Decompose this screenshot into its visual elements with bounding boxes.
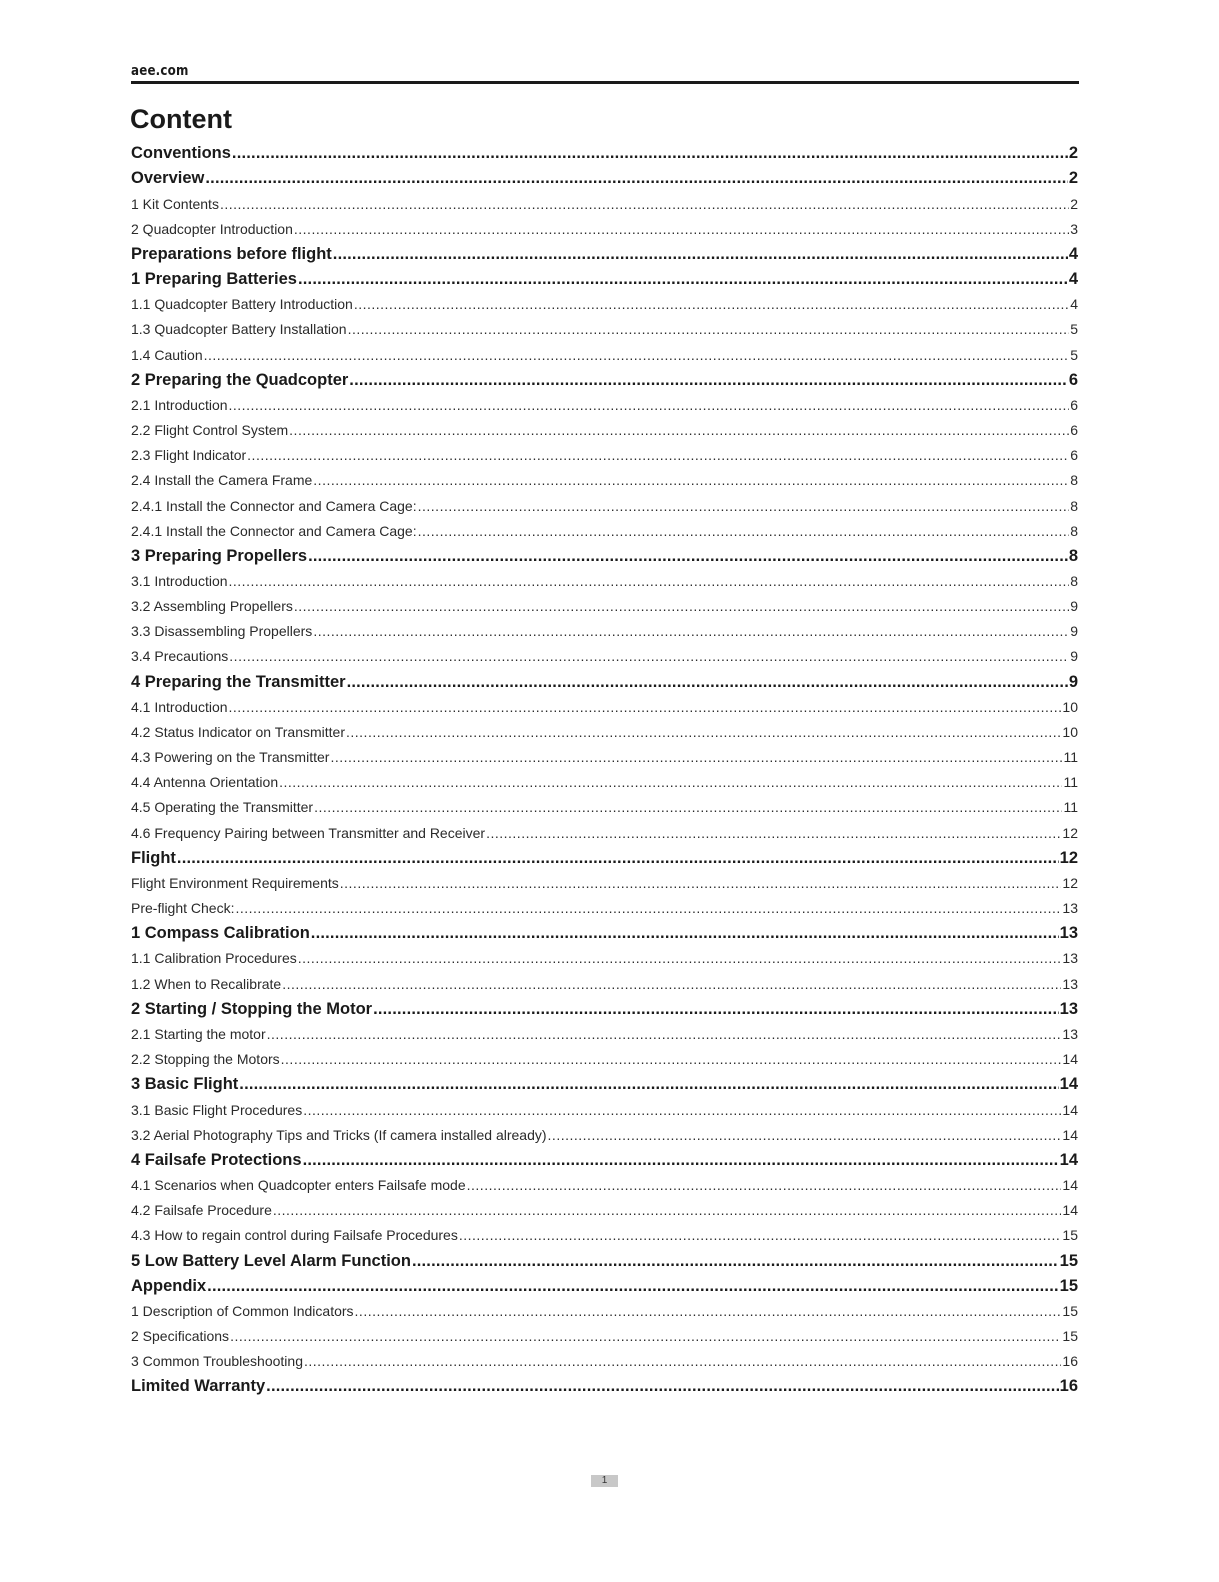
- toc-dot-leader: [229, 644, 1069, 669]
- toc-entry-page: 3: [1070, 220, 1078, 237]
- toc-subsection-entry[interactable]: [131, 1022, 1078, 1047]
- toc-dot-leader: [347, 670, 1068, 695]
- toc-dot-leader: [281, 1047, 1062, 1072]
- toc-dot-leader: [229, 569, 1070, 594]
- toc-dot-leader: [373, 997, 1059, 1022]
- toc-entry-page: 16: [1059, 1377, 1078, 1396]
- toc-entry-title: 2.1 Starting the motor: [131, 1026, 266, 1043]
- toc-entry-title: 2.3 Flight Indicator: [131, 447, 247, 464]
- table-of-contents: [131, 141, 1078, 1400]
- toc-entry-title: 1.2 When to Recalibrate: [131, 975, 282, 992]
- toc-dot-leader: [205, 166, 1067, 191]
- toc-dot-leader: [232, 141, 1068, 166]
- toc-dot-leader: [229, 393, 1070, 418]
- toc-subsection-entry[interactable]: [131, 1047, 1078, 1072]
- toc-entry-title: 4.5 Operating the Transmitter: [131, 799, 314, 816]
- toc-section-entry[interactable]: [131, 1374, 1078, 1399]
- toc-entry-page: 6: [1070, 447, 1078, 464]
- toc-subsection-entry[interactable]: [131, 594, 1078, 619]
- toc-entry-page: 14: [1062, 1202, 1078, 1219]
- toc-dot-leader: [294, 594, 1069, 619]
- toc-entry-page: 11: [1063, 774, 1078, 791]
- toc-entry-page: 9: [1070, 623, 1078, 640]
- toc-subsection-entry[interactable]: [131, 494, 1078, 519]
- toc-entry-page: 10: [1062, 724, 1078, 740]
- toc-section-entry[interactable]: [131, 921, 1078, 946]
- brand-header: aee.com: [131, 63, 189, 79]
- toc-dot-leader: [229, 695, 1062, 720]
- toc-entry-title: 2 Preparing the Quadcopter: [131, 370, 349, 389]
- toc-subsection-entry[interactable]: [131, 1223, 1078, 1248]
- toc-entry-page: 14: [1062, 1126, 1078, 1143]
- page-title: Content: [130, 104, 232, 134]
- toc-dot-leader: [330, 745, 1062, 770]
- toc-entry-page: 2: [1068, 169, 1078, 188]
- toc-dot-leader: [355, 1299, 1062, 1324]
- toc-entry-page: 8: [1070, 497, 1078, 514]
- toc-dot-leader: [346, 720, 1061, 745]
- toc-entry-page: 13: [1059, 999, 1078, 1018]
- toc-subsection-entry[interactable]: [131, 217, 1078, 242]
- toc-dot-leader: [459, 1223, 1062, 1248]
- toc-entry-title: 2.2 Flight Control System: [131, 422, 289, 439]
- toc-dot-leader: [548, 1123, 1062, 1148]
- toc-subsection-entry[interactable]: [131, 393, 1078, 418]
- toc-entry-title: 2.2 Stopping the Motors: [131, 1051, 280, 1068]
- toc-dot-leader: [207, 1274, 1058, 1299]
- toc-subsection-entry[interactable]: [131, 343, 1078, 368]
- toc-subsection-entry[interactable]: [131, 192, 1078, 217]
- toc-entry-page: 5: [1070, 346, 1078, 363]
- toc-entry-page: 16: [1062, 1353, 1078, 1370]
- toc-dot-leader: [204, 343, 1070, 368]
- toc-section-entry[interactable]: [131, 544, 1078, 569]
- toc-entry-title: 3.2 Assembling Propellers: [131, 598, 293, 615]
- toc-entry-page: 8: [1070, 472, 1078, 489]
- toc-dot-leader: [348, 317, 1070, 342]
- toc-entry-page: 10: [1062, 698, 1078, 715]
- toc-dot-leader: [294, 217, 1069, 242]
- toc-dot-leader: [266, 1374, 1058, 1399]
- toc-entry-page: 4: [1068, 244, 1078, 263]
- toc-subsection-entry[interactable]: [131, 770, 1078, 795]
- toc-entry-page: 13: [1062, 900, 1078, 917]
- toc-dot-leader: [412, 1249, 1059, 1274]
- toc-entry-page: 2: [1070, 195, 1078, 212]
- toc-dot-leader: [354, 292, 1069, 317]
- toc-entry-page: 2: [1068, 144, 1078, 162]
- toc-entry-title: 1 Kit Contents: [131, 195, 219, 212]
- toc-entry-page: 13: [1062, 950, 1078, 967]
- toc-entry-title: 3.2 Aerial Photography Tips and Tricks (If camera installed already): [131, 1126, 547, 1143]
- toc-subsection-entry[interactable]: [131, 745, 1078, 770]
- toc-subsection-entry[interactable]: [131, 1299, 1078, 1324]
- toc-entry-page: 11: [1063, 799, 1078, 816]
- toc-entry-title: Overview: [131, 169, 205, 188]
- toc-entry-title: 1 Compass Calibration: [131, 924, 310, 943]
- toc-entry-title: Appendix: [131, 1276, 207, 1295]
- toc-dot-leader: [289, 418, 1069, 443]
- toc-entry-page: 14: [1059, 1075, 1078, 1094]
- toc-dot-leader: [311, 921, 1059, 946]
- toc-entry-title: 4 Preparing the Transmitter: [131, 672, 346, 691]
- toc-entry-title: Preparations before flight: [131, 244, 332, 263]
- toc-entry-page: 8: [1070, 522, 1078, 539]
- toc-dot-leader: [313, 619, 1069, 644]
- toc-entry-title: 1.4 Caution: [131, 346, 203, 363]
- toc-dot-leader: [247, 443, 1069, 468]
- toc-subsection-entry[interactable]: [131, 695, 1078, 720]
- toc-entry-title: 2.4.1 Install the Connector and Camera Cage:: [131, 522, 417, 539]
- toc-entry-title: 3 Basic Flight: [131, 1075, 239, 1094]
- toc-subsection-entry[interactable]: [131, 569, 1078, 594]
- toc-entry-page: 12: [1062, 874, 1078, 891]
- toc-entry-page: 15: [1062, 1328, 1078, 1345]
- toc-subsection-entry[interactable]: [131, 972, 1078, 997]
- toc-section-entry[interactable]: [131, 846, 1078, 871]
- toc-subsection-entry[interactable]: [131, 720, 1078, 745]
- toc-entry-title: 3 Preparing Propellers: [131, 546, 308, 565]
- toc-section-entry[interactable]: [131, 267, 1078, 292]
- toc-section-entry[interactable]: [131, 1072, 1078, 1097]
- toc-entry-title: 2.4 Install the Camera Frame: [131, 472, 313, 489]
- toc-entry-title: 1 Description of Common Indicators: [131, 1303, 354, 1319]
- toc-entry-title: 3 Common Troubleshooting: [131, 1353, 303, 1370]
- toc-entry-title: 2 Quadcopter Introduction: [131, 220, 293, 237]
- toc-entry-title: 1.3 Quadcopter Battery Installation: [131, 321, 347, 338]
- toc-entry-page: 11: [1063, 749, 1078, 766]
- toc-dot-leader: [267, 1022, 1062, 1047]
- toc-entry-page: 14: [1059, 1150, 1078, 1169]
- toc-subsection-entry[interactable]: [131, 896, 1078, 921]
- toc-subsection-entry[interactable]: [131, 1349, 1078, 1374]
- toc-entry-title: 4.1 Introduction: [131, 698, 228, 715]
- toc-entry-page: 15: [1059, 1251, 1078, 1270]
- toc-subsection-entry[interactable]: [131, 871, 1078, 896]
- toc-entry-title: 2.4.1 Install the Connector and Camera Cage:: [131, 497, 417, 514]
- toc-dot-leader: [239, 1072, 1058, 1097]
- toc-entry-page: 4: [1070, 296, 1078, 313]
- toc-section-entry[interactable]: [131, 141, 1078, 166]
- toc-entry-title: 2.1 Introduction: [131, 396, 228, 413]
- toc-entry-page: 12: [1059, 848, 1078, 867]
- toc-entry-page: 14: [1062, 1051, 1078, 1068]
- toc-entry-title: 1.1 Calibration Procedures: [131, 950, 297, 967]
- toc-dot-leader: [349, 368, 1068, 393]
- toc-section-entry[interactable]: [131, 1249, 1078, 1274]
- toc-section-entry[interactable]: [131, 1274, 1078, 1299]
- toc-dot-leader: [486, 821, 1061, 846]
- toc-subsection-entry[interactable]: [131, 1098, 1078, 1123]
- toc-dot-leader: [418, 494, 1070, 519]
- toc-section-entry[interactable]: [131, 1148, 1078, 1173]
- toc-entry-title: 3.3 Disassembling Propellers: [131, 623, 313, 640]
- toc-entry-page: 13: [1062, 975, 1078, 992]
- toc-dot-leader: [304, 1349, 1061, 1374]
- toc-entry-title: 4.2 Failsafe Procedure: [131, 1202, 272, 1219]
- toc-entry-page: 14: [1062, 1177, 1078, 1194]
- toc-entry-title: 4.4 Antenna Orientation: [131, 774, 279, 791]
- toc-entry-title: 1.1 Quadcopter Battery Introduction: [131, 296, 353, 313]
- toc-entry-page: 9: [1070, 598, 1078, 615]
- toc-entry-title: 4 Failsafe Protections: [131, 1150, 302, 1169]
- toc-entry-title: 3.1 Basic Flight Procedures: [131, 1101, 303, 1118]
- toc-entry-title: 2 Starting / Stopping the Motor: [131, 999, 373, 1018]
- toc-section-entry[interactable]: [131, 166, 1078, 191]
- toc-section-entry[interactable]: [131, 368, 1078, 393]
- toc-dot-leader: [467, 1173, 1062, 1198]
- toc-entry-page: 13: [1059, 924, 1078, 943]
- toc-entry-page: 8: [1068, 546, 1078, 565]
- toc-subsection-entry[interactable]: [131, 443, 1078, 468]
- toc-entry-title: Pre-flight Check:: [131, 900, 235, 917]
- toc-dot-leader: [340, 871, 1062, 896]
- toc-entry-page: 15: [1062, 1227, 1078, 1244]
- toc-dot-leader: [333, 242, 1068, 267]
- toc-entry-title: Flight Environment Requirements: [131, 874, 339, 891]
- header-divider: [131, 81, 1079, 84]
- toc-subsection-entry[interactable]: [131, 821, 1078, 846]
- toc-dot-leader: [282, 972, 1061, 997]
- toc-dot-leader: [220, 192, 1069, 217]
- toc-entry-title: 5 Low Battery Level Alarm Function: [131, 1251, 411, 1270]
- toc-dot-leader: [303, 1148, 1059, 1173]
- toc-entry-title: Limited Warranty: [131, 1377, 266, 1396]
- toc-subsection-entry[interactable]: [131, 795, 1078, 820]
- toc-entry-title: 4.3 Powering on the Transmitter: [131, 749, 330, 766]
- toc-entry-page: 13: [1062, 1026, 1078, 1043]
- toc-dot-leader: [298, 267, 1068, 292]
- toc-entry-page: 9: [1068, 672, 1078, 691]
- toc-section-entry[interactable]: [131, 997, 1078, 1022]
- toc-entry-title: 1 Preparing Batteries: [131, 270, 297, 289]
- toc-dot-leader: [235, 896, 1061, 921]
- toc-entry-page: 12: [1062, 824, 1078, 841]
- toc-subsection-entry[interactable]: [131, 292, 1078, 317]
- toc-dot-leader: [418, 519, 1070, 544]
- toc-entry-title: 3.4 Precautions: [131, 648, 229, 665]
- toc-dot-leader: [273, 1198, 1062, 1223]
- toc-entry-page: 8: [1070, 573, 1078, 590]
- toc-subsection-entry[interactable]: [131, 317, 1078, 342]
- toc-section-entry[interactable]: [131, 242, 1078, 267]
- toc-dot-leader: [308, 544, 1068, 569]
- toc-entry-title: Conventions: [131, 144, 231, 162]
- toc-subsection-entry[interactable]: [131, 1173, 1078, 1198]
- toc-subsection-entry[interactable]: [131, 1324, 1078, 1349]
- toc-entry-title: Flight: [131, 848, 176, 867]
- toc-subsection-entry[interactable]: [131, 418, 1078, 443]
- toc-entry-title: 2 Specifications: [131, 1328, 230, 1345]
- toc-entry-title: 4.3 How to regain control during Failsafe Procedures: [131, 1227, 458, 1244]
- toc-entry-page: 6: [1070, 422, 1078, 439]
- page-number: 1: [591, 1475, 618, 1487]
- toc-dot-leader: [177, 846, 1059, 871]
- toc-entry-page: 5: [1070, 321, 1078, 338]
- toc-entry-page: 4: [1068, 270, 1078, 289]
- toc-subsection-entry[interactable]: [131, 644, 1078, 669]
- toc-dot-leader: [279, 770, 1062, 795]
- toc-entry-page: 15: [1059, 1276, 1078, 1295]
- toc-dot-leader: [230, 1324, 1061, 1349]
- toc-entry-page: 9: [1070, 648, 1078, 665]
- toc-section-entry[interactable]: [131, 670, 1078, 695]
- toc-dot-leader: [298, 946, 1062, 971]
- toc-entry-title: 4.2 Status Indicator on Transmitter: [131, 724, 345, 740]
- toc-subsection-entry[interactable]: [131, 619, 1078, 644]
- toc-subsection-entry[interactable]: [131, 468, 1078, 493]
- toc-subsection-entry[interactable]: [131, 519, 1078, 544]
- toc-dot-leader: [313, 468, 1069, 493]
- toc-entry-page: 6: [1068, 370, 1078, 389]
- toc-entry-page: 6: [1070, 396, 1078, 413]
- toc-subsection-entry[interactable]: [131, 946, 1078, 971]
- toc-entry-title: 3.1 Introduction: [131, 573, 228, 590]
- toc-entry-page: 15: [1062, 1303, 1078, 1319]
- toc-dot-leader: [303, 1098, 1061, 1123]
- toc-subsection-entry[interactable]: [131, 1123, 1078, 1148]
- toc-entry-page: 14: [1062, 1101, 1078, 1118]
- toc-entry-title: 4.1 Scenarios when Quadcopter enters Failsafe mode: [131, 1177, 466, 1194]
- toc-entry-title: 4.6 Frequency Pairing between Transmitter and Receiver: [131, 824, 486, 841]
- toc-dot-leader: [314, 795, 1062, 820]
- toc-subsection-entry[interactable]: [131, 1198, 1078, 1223]
